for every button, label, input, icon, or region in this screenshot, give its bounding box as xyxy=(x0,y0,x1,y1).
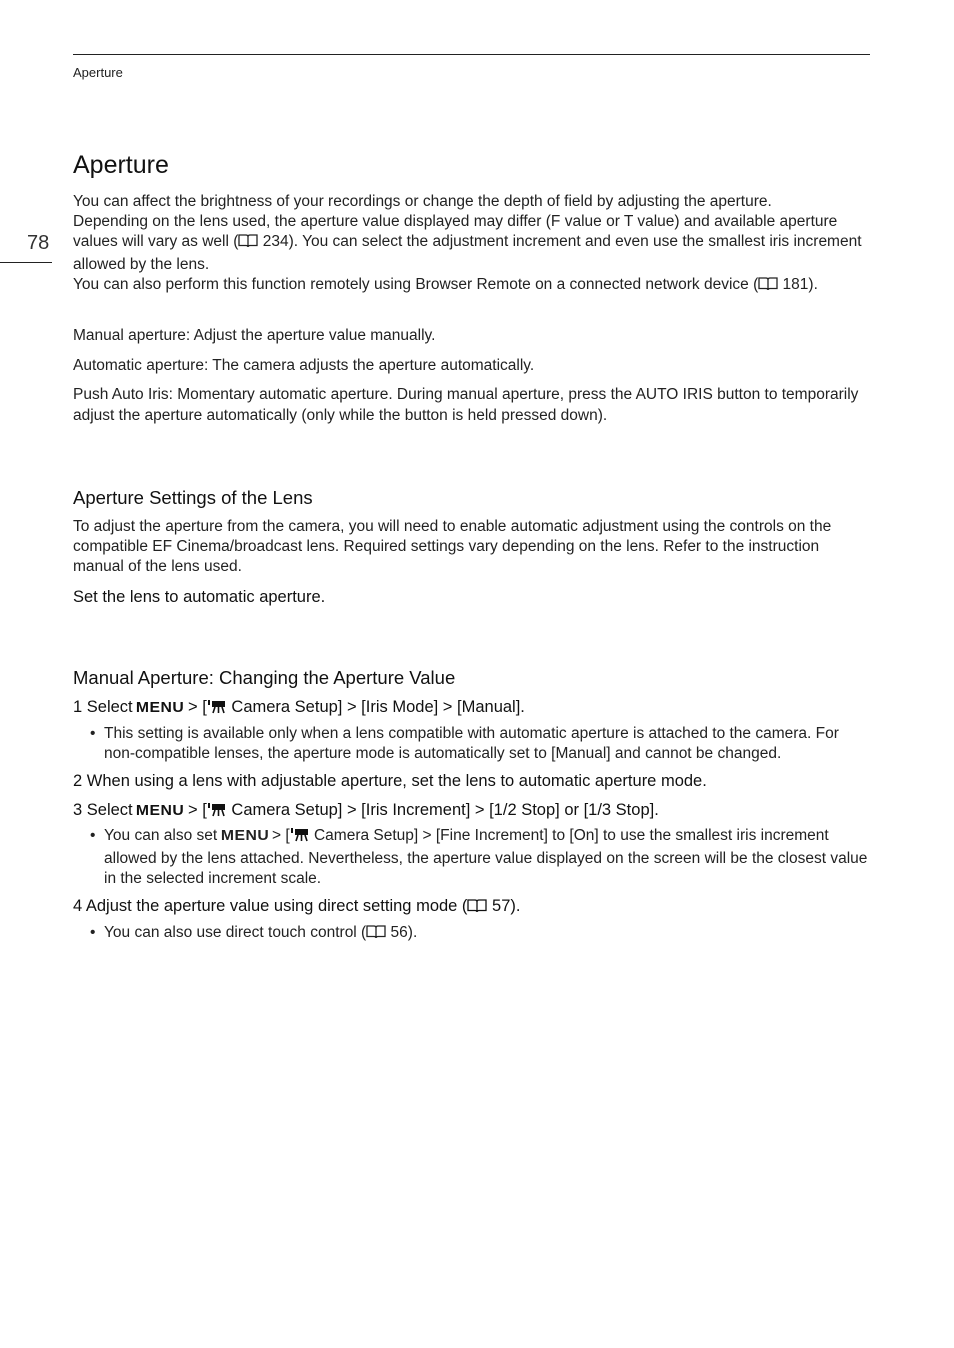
section-heading-manual: Manual Aperture: Changing the Aperture Value xyxy=(73,666,456,688)
camera-icon xyxy=(207,801,227,823)
book-icon xyxy=(366,924,386,945)
step-3: 3 Select MENU > [ Camera Setup] > [Iris Increment] > [1/2 Stop] or [1/3 Stop]. xyxy=(73,799,870,823)
bullet-dot: • xyxy=(90,724,96,742)
page-number-rule xyxy=(0,262,52,263)
intro-line: You can also perform this function remotely using Browser Remote on a connected network device ( 181). xyxy=(73,275,870,297)
page-content xyxy=(73,148,870,945)
page-title: Aperture xyxy=(73,151,169,179)
mode-automatic: Automatic aperture: The camera adjusts the aperture automatically. xyxy=(73,356,535,374)
running-header: Aperture xyxy=(73,65,123,80)
menu-icon: MENU xyxy=(136,802,185,820)
page-ref[interactable]: 234 xyxy=(262,233,289,251)
mode-push-auto-iris: Push Auto Iris: Momentary automatic aperture. During manual aperture, press the AUTO IRIS button to temporarily adjust the aperture automatically (only while the button is held pressed down). xyxy=(73,386,859,424)
intro-text xyxy=(73,192,870,297)
book-icon xyxy=(238,233,258,254)
intro-line: You can affect the brightness of your recordings or change the depth of field by adjusting the aperture. xyxy=(73,193,772,210)
camera-icon xyxy=(290,827,310,848)
section-heading-lens: Aperture Settings of the Lens xyxy=(73,487,313,509)
header-rule xyxy=(73,54,870,55)
intro-line: Depending on the lens used, the aperture value displayed may differ (F value or T value) and available aperture values will vary as well ( 234). You can select the adjustment increment and even use the smallest iris increment allowed by the lens. xyxy=(73,213,862,273)
page-ref[interactable]: 57 xyxy=(492,897,511,916)
step-4: 4 Adjust the aperture value using direct setting mode ( 57). xyxy=(73,895,870,919)
step-2: 2 When using a lens with adjustable aperture, set the lens to automatic aperture mode. xyxy=(73,772,707,791)
step-3-note: • You can also set MENU > [ Camera Setup] > [Fine Increment] to [On] to use the smallest iris increment allowed by the lens attached. Nevertheless, the aperture value displayed on the screen will be the closest value in the selected increment scale. xyxy=(90,827,868,887)
book-icon xyxy=(758,276,778,297)
step-4-note: • You can also use direct touch control ( 56). xyxy=(73,923,870,945)
bullet-dot: • xyxy=(90,827,96,845)
bullet-dot: • xyxy=(90,924,96,942)
page-ref[interactable]: 181 xyxy=(782,275,809,293)
lens-instruction: Set the lens to automatic aperture. xyxy=(73,587,326,606)
page-ref[interactable]: 56 xyxy=(390,924,408,942)
menu-icon: MENU xyxy=(220,827,269,845)
page-number: 78 xyxy=(27,232,50,254)
camera-icon xyxy=(207,698,227,720)
lens-section-body: To adjust the aperture from the camera, you will need to enable automatic adjustment using the controls on the compatible EF Cinema/broadcast lens. Required settings vary depending on the lens. Refer to the instruction manual of the lens used. xyxy=(73,518,832,576)
menu-icon: MENU xyxy=(136,698,185,716)
book-icon xyxy=(467,897,487,919)
step-1: 1 Select MENU > [ Camera Setup] > [Iris Mode] > [Manual]. xyxy=(73,696,870,720)
step-1-note: • This setting is available only when a lens compatible with automatic aperture is attached to the camera. For non-compatible lenses, the aperture mode is automatically set to [Manual] and cannot be changed. xyxy=(90,724,839,762)
mode-manual: Manual aperture: Adjust the aperture value manually. xyxy=(73,327,436,345)
